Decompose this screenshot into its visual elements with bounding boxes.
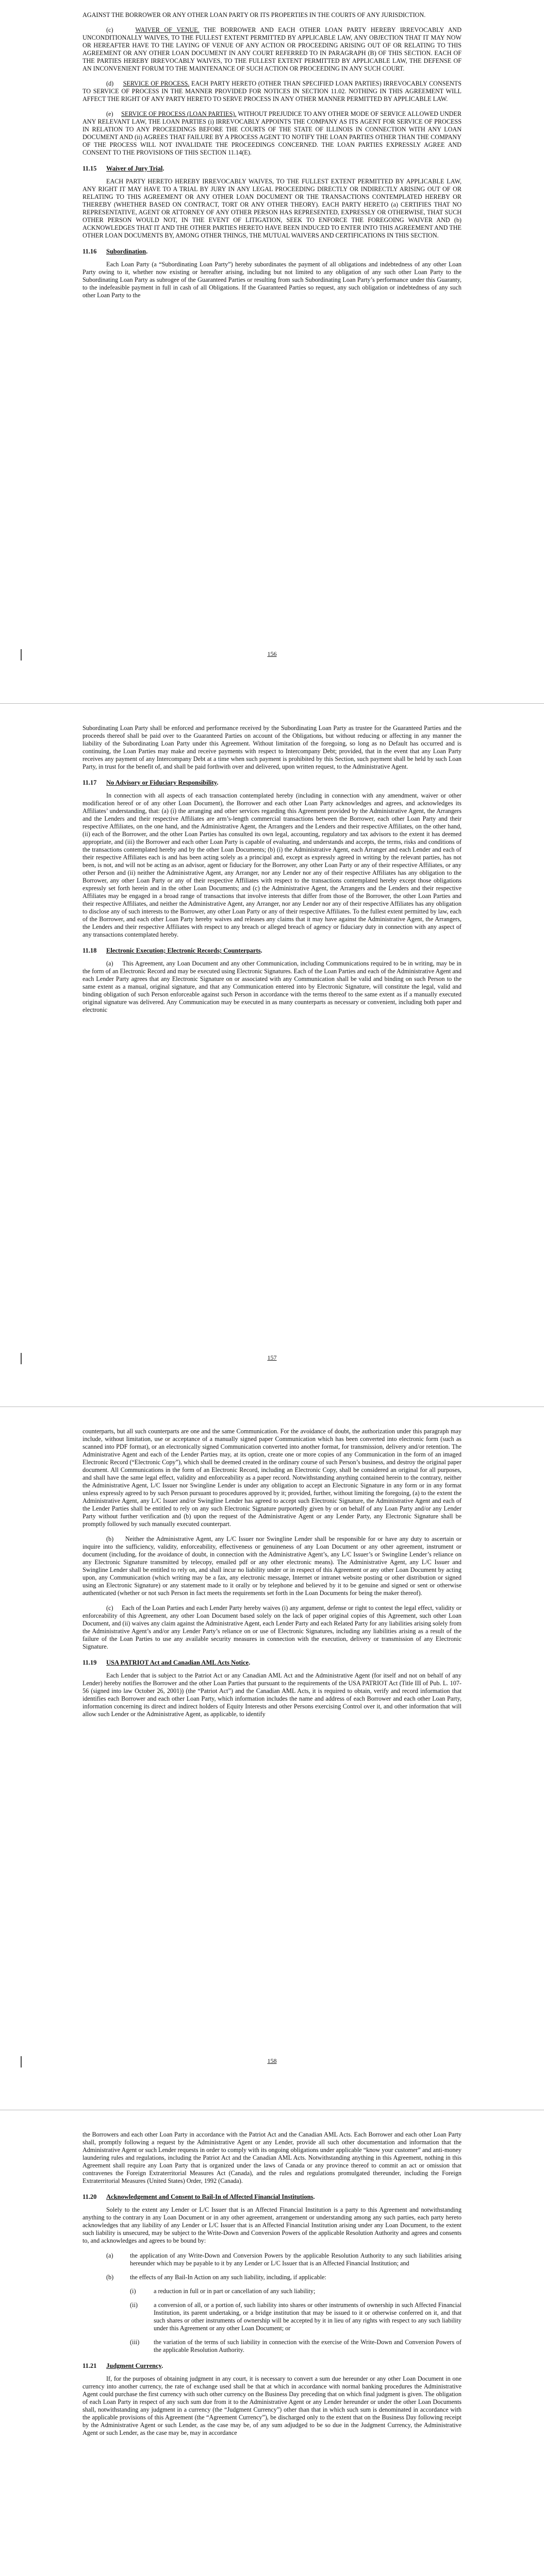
page-3 <box>0 1407 544 2110</box>
section-c-waiver-of-venue: (c) WAIVER OF VENUE. THE BORROWER AND EACH OTHER LOAN PARTY HEREBY IRREVOCABLY AND UNCONDITIONALLY WAIVES, TO THE FULLEST EXTENT PERMITTED BY APPLICABLE LAW, ANY OBJECTION THAT IT MAY NOW OR HEREAFTER HAVE TO THE LAYING OF VENUE OF ANY ACTION OR PROCEEDING ARISING OUT OF OR RELATING TO THIS AGREEMENT OR ANY OTHER LOAN DOCUMENT IN ANY COURT REFERRED TO IN PARAGRAPH (B) OF THIS SECTION. EACH OF THE PARTIES HEREBY IRREVOCABLY WAIVES, TO THE FULLEST EXTENT PERMITTED BY APPLICABLE LAW, THE DEFENSE OF AN INCONVENIENT FORUM TO THE MAINTENANCE OF SUCH ACTION OR PROCEEDING IN ANY SUCH COURT. <box>83 26 462 72</box>
section-e-title: SERVICE OF PROCESS (LOAN PARTIES). <box>121 110 237 117</box>
page-2 <box>0 704 544 1406</box>
page-number: 156 <box>267 650 277 657</box>
section-d-service-of-process: (d) SERVICE OF PROCESS. EACH PARTY HERETO (OTHER THAN SPECIFIED LOAN PARTIES) IRREVOCABLY CONSENTS TO SERVICE OF PROCESS IN THE MANNER PROVIDED FOR NOTICES IN SECTION 11.02. NOTHING IN THIS AGREEMENT WILL AFFECT THE RIGHT OF ANY PARTY HERETO TO SERVE PROCESS IN ANY OTHER MANNER PERMITTED BY APPLICABLE LAW. <box>83 80 462 103</box>
section-11-18-a: (a) This Agreement, any Loan Document and any other Communication, including Communications required to be in writing, may be in the form of an Electronic Record and may be executed using Electronic Signatures. Each of the Loan Parties and each of the Administrative Agent and each Lender Party agrees that any Electronic Signature on or associated with any Communication shall be valid and binding on such Person to the same extent as a manual, original signature, and that any Communication entered into by Electronic Signature, will constitute the legal, valid and binding obligation of such Person enforceable against such Person in accordance with the terms thereof to the same extent as if a manually executed original signature was delivered. Any Communication may be executed in as many counterparts as necessary or convenient, including both paper and electronic <box>83 960 461 1013</box>
page-1-content <box>83 11 461 307</box>
list-item-ii: (ii) a conversion of all, or a portion of, such liability into shares or other instruments of ownership in such Affected Financial Institution, its parent undertaking, or a bridge institution that may be issued to it or otherwise conferred on it, and that such shares or other instruments of ownership will be accepted by it in lieu of any rights with respect to any such liability under this Agreement or any other Loan Document; or <box>130 2301 461 2332</box>
section-11-18-b: (b) Neither the Administrative Agent, any L/C Issuer nor Swingline Lender shall be responsible for or have any duty to ascertain or inquire into the sufficiency, validity, enforceability, effectiveness or genuineness of any Loan Document or any other agreement, instrument or document (including, for the avoidance of doubt, in connection with the Administrative Agent’s, any L/C Issuer’s or Swingline Lender’s reliance on any Electronic Signature transmitted by telecopy, emailed pdf or any other electronic means). The Administrative Agent, any L/C Issuer and Swingline Lender shall be entitled to rely on, and shall incur no liability under or in respect of this Agreement or any other Loan Document by acting upon, any Communication (which writing may be a fax, any electronic message, Internet or intranet website posting or other distribution or signed using an Electronic Signature) or any statement made to it orally or by telephone and believed by it to be genuine and signed or sent or otherwise authenticated (whether or not such Person in fact meets the requirements set forth in the Loan Documents for being the maker thereof). <box>83 1535 462 1597</box>
section-d-title: SERVICE OF PROCESS. <box>123 80 190 87</box>
page-1 <box>0 0 544 703</box>
section-heading-11-17: 11.17 No Advisory or Fiduciary Responsibility. <box>83 779 219 786</box>
section-11-18-c: (c) Each of the Loan Parties and each Lender Party hereby waives (i) any argument, defense or right to contest the legal effect, validity or enforceability of this Agreement, any other Loan Document based solely on the lack of paper original copies of this Agreement, such other Loan Document, and (ii) waives any claim against the Administrative Agent, each Lender Party and each Related Party for any liabilities arising solely from the Administrative Agent’s and/or any Lender Party’s reliance on or use of Electronic Signatures, including any liabilities arising as a result of the failure of the Loan Parties to use any available security measures in connection with the execution, delivery or transmission of any Electronic Signature. <box>83 1604 462 1650</box>
section-heading-11-19: 11.19 USA PATRIOT Act and Canadian AML Acts Notice. <box>83 1659 251 1666</box>
page-2-content <box>83 724 461 1021</box>
section-c-title: WAIVER OF VENUE. <box>135 26 200 33</box>
section-11-16-text: Each Loan Party (a “Subordinating Loan Party”) hereby subordinates the payment of all obligations and indebtedness of any other Loan Party owing to it, whether now existing or hereafter arising, including but not limited to any obligation of any such other Loan Party to the Subordinating Loan Party as subrogee of the Guaranteed Parties or resulting from such Subordinating Loan Party’s performance under this Guaranty, to the indefeasible payment in full in cash of all Obligations. If the Guaranteed Parties so request, any such obligation or indebtedness of any such other Loan Party to the <box>83 261 461 299</box>
section-11-15-text: EACH PARTY HERETO HEREBY IRREVOCABLY WAIVES, TO THE FULLEST EXTENT PERMITTED BY APPLICABLE LAW, ANY RIGHT IT MAY HAVE TO A TRIAL BY JURY IN ANY LEGAL PROCEEDING DIRECTLY OR INDIRECTLY ARISING OUT OF OR RELATING TO THIS AGREEMENT OR ANY OTHER LOAN DOCUMENT OR THE TRANSACTIONS CONTEMPLATED HEREBY OR THEREBY (WHETHER BASED ON CONTRACT, TORT OR ANY OTHER THEORY). EACH PARTY HERETO (a) CERTIFIES THAT NO REPRESENTATIVE, AGENT OR ATTORNEY OF ANY OTHER PERSON HAS REPRESENTED, EXPRESSLY OR OTHERWISE, THAT SUCH OTHER PERSON WOULD NOT, IN THE EVENT OF LITIGATION, SEEK TO ENFORCE THE FOREGOING WAIVER AND (b) ACKNOWLEDGES THAT IT AND THE OTHER PARTIES HERETO HAVE BEEN INDUCED TO ENTER INTO THIS AGREEMENT AND THE OTHER LOAN DOCUMENTS BY, AMONG OTHER THINGS, THE MUTUAL WAIVERS AND CERTIFICATIONS IN THIS SECTION. <box>83 178 461 239</box>
list-item-i: (i) a reduction in full or in part or cancellation of any such liability; <box>130 2287 316 2295</box>
page-4-content <box>83 2131 461 2444</box>
section-11-21-text: If, for the purposes of obtaining judgment in any court, it is necessary to convert a sum due hereunder or any other Loan Document in one currency into another currency, the rate of exchange used shall be that at which in accordance with normal banking procedures the Administrative Agent could purchase the first currency with such other currency on the Business Day preceding that on which final judgment is given. The obligation of each Loan Party in respect of any such sum due from it to the Administrative Agent or any Lender hereunder or under the other Loan Documents shall, notwithstanding any judgment in a currency (the “Judgment Currency”) other than that in which such sum is denominated in accordance with the applicable provisions of this Agreement (the “Agreement Currency”), be discharged only to the extent that on the Business Day following receipt by the Administrative Agent or such Lender, as the case may be, of any sum adjudged to be so due in the Judgment Currency, the Administrative Agent or such Lender, as the case may be, may in accordance <box>83 2375 461 2436</box>
section-heading-11-15: 11.15 Waiver of Jury Trial. <box>83 165 164 172</box>
section-heading-11-20: 11.20 Acknowledgement and Consent to Bail-In of Affected Financial Institutions. <box>83 2193 315 2200</box>
section-heading-11-16: 11.16 Subordination. <box>83 248 148 255</box>
intro-paragraph: AGAINST THE BORROWER OR ANY OTHER LOAN PARTY OR ITS PROPERTIES IN THE COURTS OF ANY JURISDICTION. <box>83 11 426 19</box>
continuation-paragraph: Subordinating Loan Party shall be enforced and performance received by the Subordinating Loan Party as trustee for the Guaranteed Parties and the proceeds thereof shall be paid over to the Guaranteed Parties on account of the Obligations, but without reducing or affecting in any manner the liability of the Subordinating Loan Party under this Agreement. Without limitation of the foregoing, so long as no Default has occurred and is continuing, the Loan Parties may make and receive payments with respect to Intercompany Debt; provided, that in the event that any Loan Party receives any payment of any Intercompany Debt at a time when such payment is prohibited by this Section, such payment shall be held by such Loan Party, in trust for the benefit of, and shall be paid forthwith over and delivered, upon written request, to the Administrative Agent. <box>83 724 461 770</box>
page-3-content <box>83 1428 461 1725</box>
section-heading-11-18: 11.18 Electronic Execution; Electronic Records; Counterparts. <box>83 947 262 954</box>
list-item-b: (b) the effects of any Bail-In Action on any such liability, including, if applicable: <box>106 2274 326 2281</box>
section-11-20-text: Solely to the extent any Lender or L/C Issuer that is an Affected Financial Institution is a party to this Agreement and notwithstanding anything to the contrary in any Loan Document or in any other agreement, arrangement or understanding among any such parties, each party hereto acknowledges that any liability of any Lender or L/C Issuer that is an Affected Financial Institution arising under any Loan Document, to the extent such liability is unsecured, may be subject to the Write-Down and Conversion Powers of the applicable Resolution Authority and agrees and consents to, and acknowledges and agrees to be bound by: <box>83 2206 461 2244</box>
section-11-19-text: Each Lender that is subject to the Patriot Act or any Canadian AML Act and the Administrative Agent (for itself and not on behalf of any Lender) hereby notifies the Borrower and the other Loan Parties that pursuant to the requirements of the USA PATRIOT Act (Title III of Pub. L. 107-56 (signed into law October 26, 2001)) (the “Patriot Act”) and the Canadian AML Acts, it is required to obtain, verify and record information that identifies each Borrower and each other Loan Party, which information includes the name and address of each Borrower and each other Loan Party, information concerning its direct and indirect holders of Equity Interests and other Persons exercising Control over it, and other information that will allow such Lender or the Administrative Agent, as applicable, to identify <box>83 1672 461 1718</box>
section-heading-11-21: 11.21 Judgment Currency. <box>83 2362 163 2369</box>
section-e-service-of-process-loan-parties: (e) SERVICE OF PROCESS (LOAN PARTIES). WITHOUT PREJUDICE TO ANY OTHER MODE OF SERVICE ALLOWED UNDER ANY RELEVANT LAW, THE LOAN PARTIES (i) IRREVOCABLY APPOINTS THE COMPANY AS ITS AGENT FOR SERVICE OF PROCESS IN RELATION TO ANY PROCEEDINGS BEFORE THE COURTS OF THE STATE OF ILLINOIS IN CONNECTION WITH ANY LOAN DOCUMENT AND (ii) AGREES THAT FAILURE BY A PROCESS AGENT TO NOTIFY THE LOAN PARTIES OTHER THAN THE COMPANY OF THE PROCESS WILL NOT INVALIDATE THE PROCEEDINGS CONCERNED. THE LOAN PARTIES EXPRESSLY AGREE AND CONSENT TO THE PROVISIONS OF THIS SECTION 11.14(E). <box>83 110 461 156</box>
page-number: 158 <box>267 2057 277 2064</box>
section-11-17-text: In connection with all aspects of each transaction contemplated hereby (including in connection with any amendment, waiver or other modification hereof or of any other Loan Document), the Borrower and each other Loan Party acknowledges and agrees, and acknowledges its Affiliates’ understanding, that: (a) (i) the arranging and other services regarding this Agreement provided by the Administrative Agent, the Arrangers and the Lenders and their respective Affiliates are arm’s-length commercial transactions between the Borrower, each other Loan Party and their respective Affiliates, on the one hand, and the Administrative Agent, the Arrangers and the Lenders and their respective Affiliates, on the other hand, (ii) each of the Borrower, and the other Loan Parties has consulted its own legal, accounting, regulatory and tax advisors to the extent it has deemed appropriate, and (iii) the Borrower and each other Loan Party is capable of evaluating, and understands and accepts, the terms, risks and conditions of the transactions contemplated hereby and by the other Loan Documents; (b) (i) the Administrative Agent, each Arranger and each Lender and each of their respective Affiliates each is and has been acting solely as a principal and, except as expressly agreed in writing by the relevant parties, has not been, is not, and will not be acting as an advisor, agent or fiduciary for the Borrower, any other Loan Party or any of their respective Affiliates, or any other Person and (ii) neither the Administrative Agent, any Arranger, nor any Lender nor any of their respective Affiliates has any obligation to the Borrower, any other Loan Party or any of their respective Affiliates with respect to the transactions contemplated hereby except those obligations expressly set forth herein and in the other Loan Documents; and (c) the Administrative Agent, the Arrangers and the Lenders and their respective Affiliates may be engaged in a broad range of transactions that involve interests that differ from those of the Borrower, the other Loan Parties and their respective Affiliates, and neither the Administrative Agent, any Arranger, nor any Lender nor any of their respective Affiliates has any obligation to disclose any of such interests to the Borrower, any other Loan Party or any of their respective Affiliates. To the fullest extent permitted by law, each of the Borrower, and each other Loan Party hereby waives and releases any claims that it may have against the Administrative Agent, the Arrangers, the Lenders and their respective Affiliates with respect to any breach or alleged breach of agency or fiduciary duty in connection with any aspect of any transactions contemplated hereby. <box>83 792 461 938</box>
list-item-a: (a) the application of any Write-Down and Conversion Powers by the applicable Resolution Authority to any such liabilities arising hereunder which may be payable to it by any Lender or L/C Issuer that is an Affected Financial Institution; and <box>106 2252 461 2267</box>
continuation-paragraph: counterparts, but all such counterparts are one and the same Communication. For the avoidance of doubt, the authorization under this paragraph may include, without limitation, use or acceptance of a manually signed paper Communication which has been converted into electronic form (such as scanned into PDF format), or an electronically signed Communication converted into another format, for transmission, delivery and/or retention. The Administrative Agent and each of the Lender Parties may, at its option, create one or more copies of any Communication in the form of an imaged Electronic Record (“Electronic Copy”), which shall be deemed created in the ordinary course of such Person’s business, and destroy the original paper document. All Communications in the form of an Electronic Record, including an Electronic Copy, shall be considered an original for all purposes, and shall have the same legal effect, validity and enforceability as a paper record. Notwithstanding anything contained herein to the contrary, neither the Administrative Agent, L/C Issuer nor Swingline Lender is under any obligation to accept an Electronic Signature in any form or in any format unless expressly agreed to by such Person pursuant to procedures approved by it; provided, further, without limiting the foregoing, (a) to the extent the Administrative Agent, any L/C Issuer and/or Swingline Lender has agreed to accept such Electronic Signature, the Administrative Agent and each of the Lender Parties shall be entitled to rely on any such Electronic Signature purportedly given by or on behalf of any Loan Party and/or any Lender Party without further verification and (b) upon the request of the Administrative Agent or any Lender Party, any Electronic Signature shall be promptly followed by such manually executed counterpart. <box>83 1428 461 1528</box>
page-number: 157 <box>267 1354 277 1361</box>
page-4 <box>0 2110 544 2576</box>
continuation-paragraph: the Borrowers and each other Loan Party in accordance with the Patriot Act and the Canadian AML Acts. Each Borrower and each other Loan Party shall, promptly following a request by the Administrative Agent or any Lender, provide all such other documentation and information that the Administrative Agent or such Lender requests in order to comply with its ongoing obligations under applicable “know your customer” and anti-money laundering rules and regulations, including the Patriot Act and the Canadian AML Acts. Notwithstanding anything in this Agreement, nothing in this Agreement shall require any Loan Party that is organized under the laws of Canada or any province thereof to commit an act or omission that contravenes the Foreign Extraterritorial Measures Act (Canada), and the rules and regulations promulgated thereunder, including the Foreign Extraterritorial Measures (United States) Order, 1992 (Canada). <box>83 2131 461 2184</box>
list-item-iii: (iii) the variation of the terms of such liability in connection with the exercise of the Write-Down and Conversion Powers of the applicable Resolution Authority. <box>130 2338 461 2353</box>
